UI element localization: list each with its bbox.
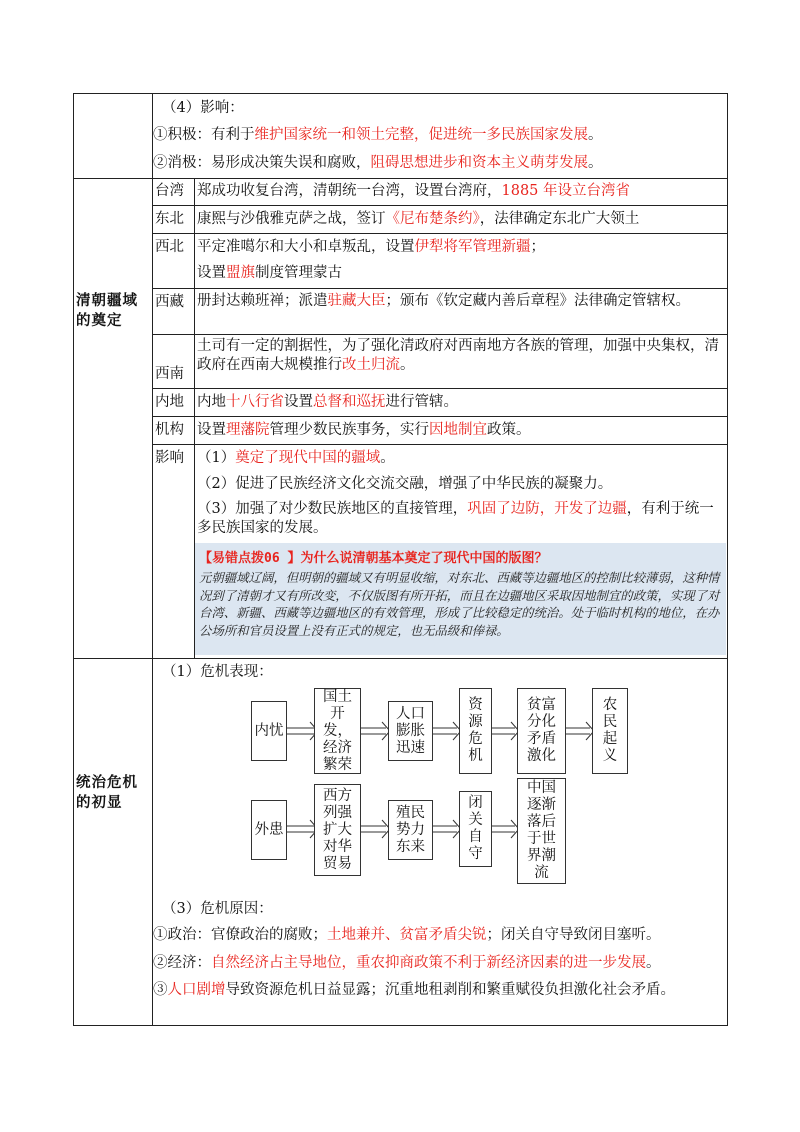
note-body: 元朝疆域辽阔，但明朝的疆域又有明显收缩，对东北、西藏等边疆地区的控制比较薄弱，这种情况到了清朝才又有所改变，不仅版图有所开拓，而且在边疆地区采取因地制宜的政策，实现了对台湾、新疆、西藏等边疆地区的有效管理，形成了比较稳定的统治。处于临时机构的地位，在办公场所和官员设置上没有正式的规定，也无品级和俸禄。: [199, 570, 720, 638]
xinan-text-2: 。: [400, 357, 415, 373]
positive-highlight: 维护国家统一和领土完整，促进统一多民族国家发展: [254, 127, 588, 143]
flow-top-box-4: 资源危机: [459, 688, 492, 774]
economy-highlight: 自然经济占主导地位，重农抑商政策不利于新经济因素的进一步发展: [211, 955, 646, 971]
row-label-taiwan: 台湾: [155, 183, 184, 199]
xibei-text-3: 设置: [197, 265, 226, 281]
influence-heading: （4）影响：: [162, 100, 244, 116]
xizang-text-1: 册封达赖班禅；派遣: [197, 293, 328, 309]
row-label-neidi: 内地: [155, 394, 184, 410]
xibei-highlight-2: 盟旗: [226, 265, 255, 281]
xizang-highlight: 驻藏大臣: [327, 293, 386, 309]
row-label-xinan: 西南: [155, 366, 184, 382]
flow-top-box-6: 农民起义: [592, 688, 628, 774]
arrow-bottom-3: [433, 820, 461, 838]
negative-prefix: ②消极：易形成决策失误和腐败，: [153, 155, 371, 171]
yingxiang-p1-highlight: 奠定了现代中国的疆域: [235, 450, 381, 466]
crisis-heading: 统治危机的初显: [76, 774, 138, 811]
politics-highlight: 土地兼并、贫富矛盾尖锐: [327, 927, 487, 943]
flow-bottom-box-1: 外患: [251, 800, 287, 860]
row-label-yingxiang: 影响: [155, 450, 184, 466]
xibei-text-4: 制度管理蒙古: [255, 265, 342, 281]
flow-bottom-box-2: 西方列强扩大对华贸易: [314, 784, 361, 876]
flow-bottom-box-4: 闭关自守: [459, 791, 492, 867]
dongbei-highlight: 《尼布楚条约》: [385, 211, 480, 227]
yingxiang-p3-prefix: （3）加强了对少数民族地区的直接管理，: [197, 501, 468, 517]
dongbei-text-2: ，法律确定东北广大领土: [479, 211, 640, 227]
positive-suffix: 。: [588, 127, 603, 143]
arrow-top-4: [492, 722, 519, 740]
neidi-highlight-1: 十八行省: [226, 394, 284, 410]
economy-suffix: 。: [646, 955, 661, 971]
dongbei-text-1: 康熙与沙俄雅克萨之战，签订: [197, 211, 386, 227]
neidi-text-1: 内地: [197, 394, 226, 410]
arrow-top-3: [433, 722, 461, 740]
jigou-highlight-2: 因地制宜: [429, 422, 487, 438]
arrow-bottom-4: [492, 820, 519, 838]
society-highlight: 人口剧增: [167, 982, 226, 998]
jigou-text-1: 设置: [197, 422, 226, 438]
yingxiang-p3-suffix: ，有利于统一多民族国家的发展。: [197, 501, 714, 536]
xizang-text-2: ；颁布《钦定藏内善后章程》法律确定管辖权。: [385, 293, 690, 309]
neidi-text-2: 设置: [284, 394, 313, 410]
politics-suffix: ；闭关自守导致闭目塞听。: [486, 927, 661, 943]
neidi-text-3: 进行管辖。: [385, 394, 458, 410]
xinan-highlight: 改土归流: [342, 357, 400, 373]
jigou-text-3: 政策。: [487, 422, 531, 438]
yingxiang-p1-suffix: 。: [380, 450, 395, 466]
economy-prefix: ②经济：: [153, 955, 211, 971]
row-label-dongbei: 东北: [155, 211, 184, 227]
yingxiang-p3-highlight: 巩固了边防，开发了边疆: [467, 501, 627, 517]
cause-society: [153, 981, 725, 1000]
territory-heading: 清朝疆域的奠定: [76, 292, 138, 329]
flow-top-box-1: 内忧: [251, 701, 287, 761]
arrow-top-5: [566, 722, 594, 740]
politics-prefix: ①政治：官僚政治的腐败；: [153, 927, 327, 943]
flow-top-box-5: 贫富分化矛盾激化: [517, 688, 566, 774]
xibei-text-1: 平定准噶尔和大小和卓叛乱，设置: [197, 239, 415, 255]
yingxiang-p1-prefix: （1）: [197, 450, 236, 466]
xinan-text: 土司有一定的割据性，为了强化清政府对西南地方各族的管理，加强中央集权，清政府在西南大规模推行: [197, 338, 719, 373]
arrow-bottom-2: [361, 820, 390, 838]
negative-suffix: 。: [588, 155, 603, 171]
negative-highlight: 阻碍思想进步和资本主义萌芽发展: [370, 155, 588, 171]
society-prefix: ③: [153, 982, 168, 998]
crisis-manifest-heading: （1）危机表现：: [162, 664, 273, 680]
row-label-jigou: 机构: [155, 422, 184, 438]
taiwan-text: 郑成功收复台湾，清朝统一台湾，设置台湾府，: [197, 183, 502, 199]
jigou-highlight-1: 理藩院: [226, 422, 270, 438]
neidi-highlight-2: 总督和巡抚: [313, 394, 386, 410]
jigou-text-2: 管理少数民族事务，实行: [269, 422, 429, 438]
flow-bottom-box-3: 殖民势力东来: [388, 800, 433, 860]
yingxiang-point-2: （2）促进了民族经济文化交流交融，增强了中华民族的凝聚力。: [197, 476, 613, 492]
society-suffix: 导致资源危机日益显露；沉重地租剥削和繁重赋役负担激化社会矛盾。: [225, 982, 675, 998]
xibei-text-2: ；: [530, 239, 545, 255]
flow-top-box-2: 国土开发，经济繁荣: [314, 688, 361, 774]
cause-politics: [153, 925, 661, 945]
arrow-top-2: [361, 722, 390, 740]
positive-prefix: ①积极：有利于: [153, 127, 255, 143]
xibei-highlight-1: 伊犁将军管理新疆: [414, 239, 531, 255]
note-title: 【易错点拨06 】为什么说清朝基本奠定了现代中国的版图？: [199, 551, 548, 566]
crisis-cause-heading: （3）危机原因：: [162, 901, 273, 917]
flow-top-box-3: 人口膨胀迅速: [388, 701, 433, 761]
flow-bottom-box-5: 中国逐渐落后于世界潮流: [517, 778, 566, 884]
taiwan-highlight: 1885 年设立台湾省: [501, 183, 631, 199]
row-label-xizang: 西藏: [155, 294, 184, 310]
row-label-xibei: 西北: [155, 239, 184, 255]
cause-economy: [153, 953, 661, 973]
